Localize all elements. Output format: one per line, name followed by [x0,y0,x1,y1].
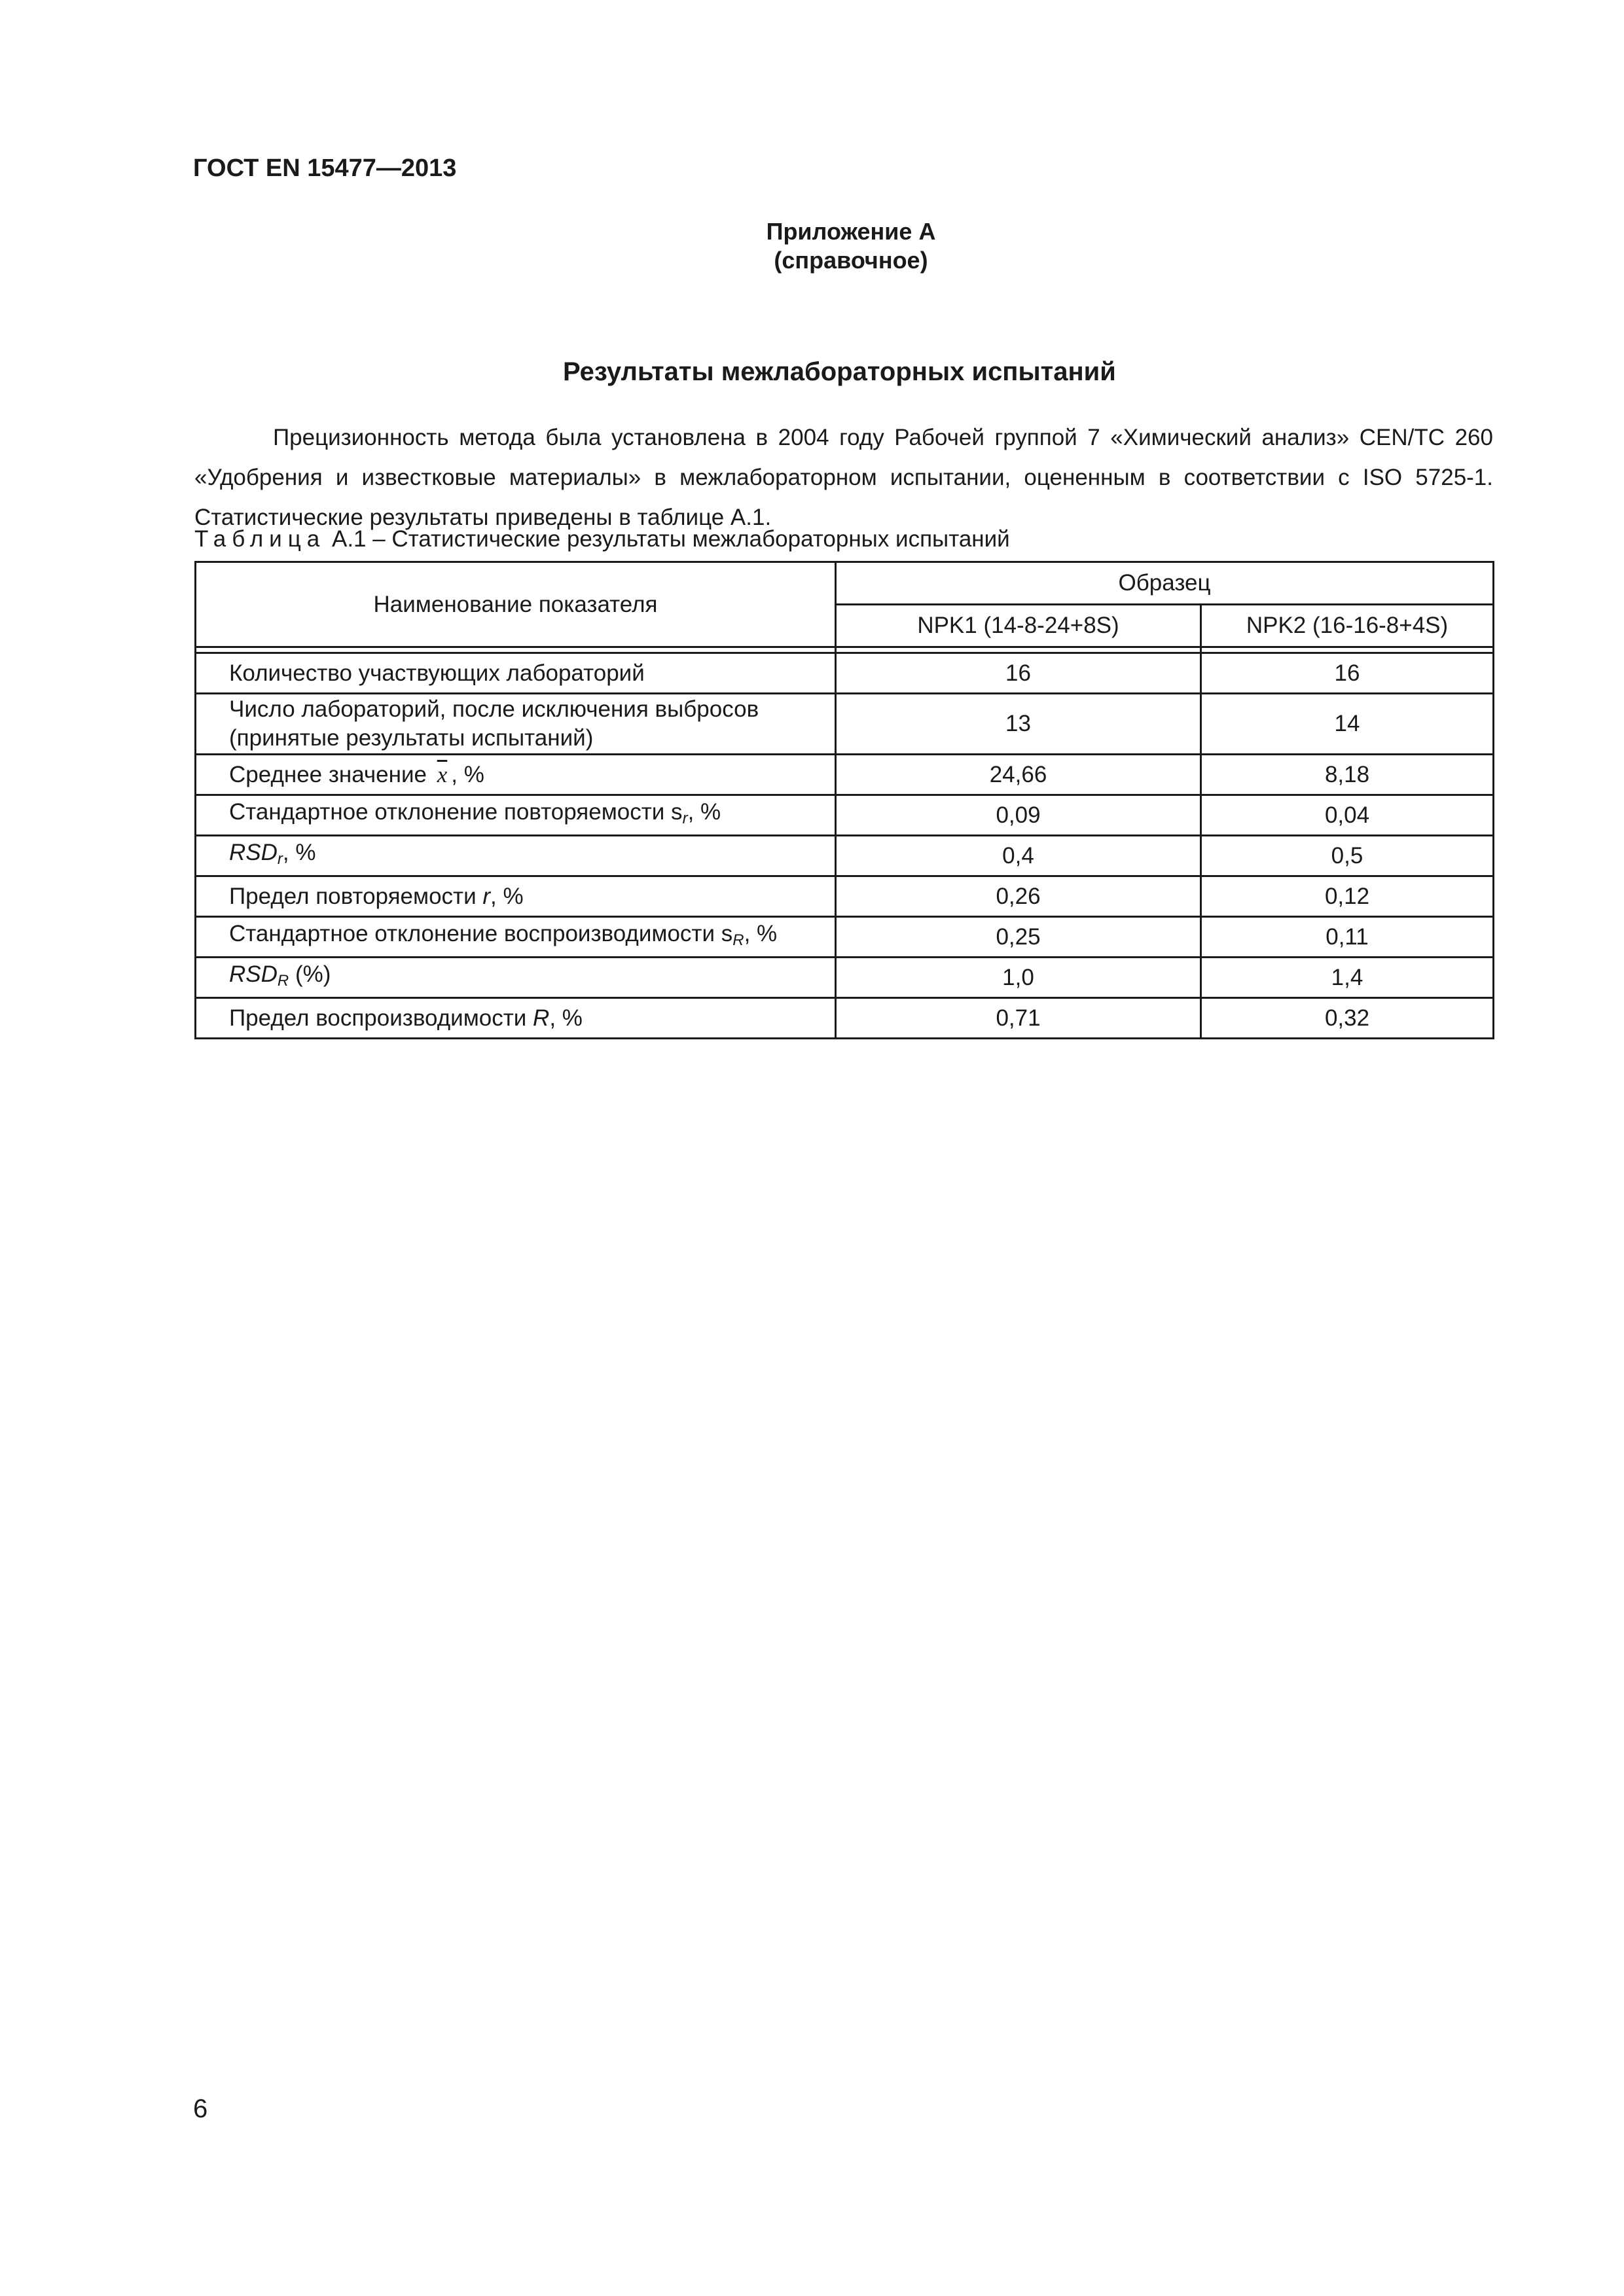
row-label-text: RSD [229,839,278,865]
row-label-suffix: , % [282,839,316,865]
row-label [196,998,836,1039]
row-label [196,958,836,998]
table-row [196,836,1494,876]
row-label-line1: Число лабораторий, после исключения выбросов [229,696,759,722]
cell-npk1: 24,66 [836,755,1201,795]
cell-npk1: 0,09 [836,795,1201,836]
cell-npk2: 0,32 [1201,998,1494,1039]
document-code: ГОСТ EN 15477—2013 [193,154,457,182]
table-row [196,917,1494,958]
table-row [196,795,1494,836]
cell-npk2: 0,04 [1201,795,1494,836]
cell-npk2: 0,5 [1201,836,1494,876]
row-label-text: Стандартное отклонение воспроизводимости s [229,920,733,946]
cell-npk1: 13 [836,694,1201,755]
section-title: Результаты межлабораторных испытаний [563,357,1116,386]
table-row [196,958,1494,998]
row-label-text: Стандартное отклонение повторяемости s [229,798,683,825]
header-column-npk1: NPK1 (14-8-24+8S) [836,605,1201,647]
row-label-text: Предел воспроизводимости [229,1005,533,1031]
intro-paragraph: Прецизионность метода была установлена в 2004 году Рабочей группой 7 «Химический анализ» CEN/TC 260 «Удобрения и известковые материалы» в межлабораторном испытании, оцененным в соответствии с ISO 5725-1. Статистические результаты приведены в таблице А.1. [194,425,1493,530]
header-separator [196,647,1494,653]
row-label-subscript: r [277,850,283,868]
row-label-suffix: (%) [289,961,331,987]
mean-symbol: $\overline{x}$ [437,761,448,787]
row-label-suffix: , % [490,883,524,909]
row-label [196,755,836,795]
table-row [196,998,1494,1039]
row-label [196,917,836,958]
table-caption [194,526,1010,552]
row-label-suffix: , % [451,761,484,787]
header-sample: Образец [836,562,1494,605]
row-label-subscript: r [682,809,688,827]
row-label-symbol: R [533,1005,550,1031]
cell-npk2: 8,18 [1201,755,1494,795]
row-label-suffix: , % [549,1005,583,1031]
table-row [196,694,1494,755]
cell-npk1: 0,71 [836,998,1201,1039]
table-caption-text: А.1 – Статистические результаты межлабораторных испытаний [331,526,1010,552]
appendix-type: (справочное) [774,247,928,274]
header-column-npk2: NPK2 (16-16-8+4S) [1201,605,1494,647]
cell-npk2: 14 [1201,694,1494,755]
row-label-symbol: r [482,883,491,909]
cell-npk2: 0,11 [1201,917,1494,958]
table-row [196,653,1494,694]
results-table [194,561,1494,1039]
cell-npk2: 16 [1201,653,1494,694]
row-label-text: Предел повторяемости [229,883,483,909]
table-row [196,876,1494,917]
cell-npk1: 0,26 [836,876,1201,917]
table-caption-label: Таблица [194,526,326,552]
row-label [196,876,836,917]
row-label-line2: (принятые результаты испытаний) [229,725,594,751]
row-label [196,694,836,755]
page-number: 6 [193,2094,208,2123]
cell-npk2: 1,4 [1201,958,1494,998]
row-label-subscript: R [732,931,744,949]
row-label-suffix: , % [687,798,721,825]
table-row [196,755,1494,795]
row-label-suffix: , % [744,920,778,946]
row-label-text: RSD [229,961,278,987]
cell-npk2: 0,12 [1201,876,1494,917]
cell-npk1: 1,0 [836,958,1201,998]
header-parameter-name: Наименование показателя [196,562,836,647]
row-label: Количество участвующих лабораторий [196,653,836,694]
row-label-text: Среднее значение [229,761,427,787]
table-header-row [196,562,1494,605]
row-label-subscript: R [277,971,289,990]
row-label [196,795,836,836]
cell-npk1: 16 [836,653,1201,694]
row-label [196,836,836,876]
cell-npk1: 0,4 [836,836,1201,876]
appendix-title: Приложение А [766,218,936,245]
cell-npk1: 0,25 [836,917,1201,958]
